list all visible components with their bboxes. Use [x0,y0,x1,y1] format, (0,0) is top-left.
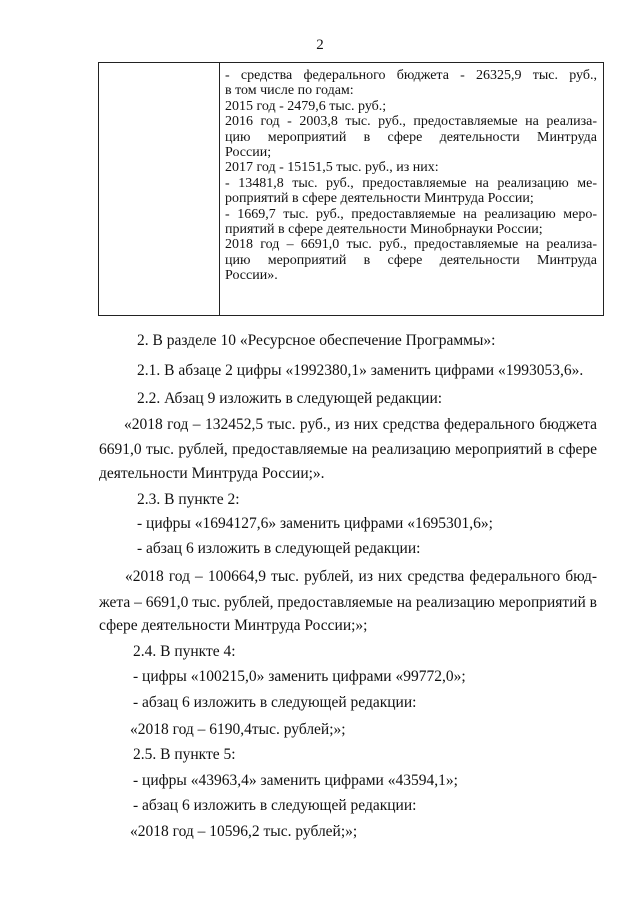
paragraph-line: - цифры «100215,0» заменить цифрами «99772,0»; [133,668,466,685]
quote-line: «2018 год – 10596,2 тыс. рублей;»; [130,823,358,840]
paragraph-line: 2.4. В пункте 4: [133,643,236,660]
page-number: 2 [316,37,324,53]
table-column-divider [219,63,220,315]
paragraph-line: 2.3. В пункте 2: [137,491,240,508]
table-line: России; [225,145,272,161]
paragraph-line: 2.5. В пункте 5: [133,746,236,763]
table-line: в том числе по годам: [225,83,354,99]
table-line: цию мероприятий в сфере деятельности Минтруда [225,252,597,268]
table-line: - средства федерального бюджета - 26325,9 тыс. руб., [225,68,597,83]
table-line: - 1669,7 тыс. руб., предоставляемые на реализацию меро- [225,206,597,222]
table-line: 2016 год - 2003,8 тыс. руб., предоставляемые на реализа- [225,114,597,130]
quote-line: деятельности Минтруда России;». [99,465,325,482]
quote-line: 6691,0 тыс. рублей, предоставляемые на реализацию мероприятий в сфере [99,441,597,458]
table-line: России». [225,268,278,284]
table-line: 2017 год - 15151,5 тыс. руб., из них: [225,160,439,176]
table-line: 2018 год – 6691,0 тыс. руб., предоставляемые на реализа- [225,237,597,253]
table-right-cell [225,68,597,284]
quote-line: «2018 год – 132452,5 тыс. руб., из них средства федерального бюджета [124,416,597,433]
paragraph-line: 2.2. Абзац 9 изложить в следующей редакции: [137,390,443,407]
paragraph-line: 2.1. В абзаце 2 цифры «1992380,1» заменить цифрами «1993053,6». [137,362,584,379]
table-line: - 13481,8 тыс. руб., предоставляемые на реализацию ме- [225,175,597,191]
paragraph-line: - цифры «43963,4» заменить цифрами «43594,1»; [133,772,458,789]
table-line: приятий в сфере деятельности Минобрнауки России; [225,222,543,238]
quote-line: сфере деятельности Минтруда России;»; [99,617,368,634]
quote-line: «2018 год – 100664,9 тыс. рублей, из них средства федерального бюд- [125,568,597,585]
paragraph-line: - абзац 6 изложить в следующей редакции: [137,540,421,557]
section-heading: 2. В разделе 10 «Ресурсное обеспечение Программы»: [137,332,496,349]
table-line: 2015 год - 2479,6 тыс. руб.; [225,98,387,114]
funding-table [98,62,604,316]
quote-line: жета – 6691,0 тыс. рублей, предоставляемые на реализацию мероприятий в [99,594,597,611]
paragraph-line: - абзац 6 изложить в следующей редакции: [133,797,417,814]
paragraph-line: - цифры «1694127,6» заменить цифрами «1695301,6»; [137,515,493,532]
table-line: роприятий в сфере деятельности Минтруда России; [225,191,534,207]
quote-line: «2018 год – 6190,4тыс. рублей;»; [130,721,346,738]
table-line: цию мероприятий в сфере деятельности Минтруда [225,129,597,145]
paragraph-line: - абзац 6 изложить в следующей редакции: [133,694,417,711]
